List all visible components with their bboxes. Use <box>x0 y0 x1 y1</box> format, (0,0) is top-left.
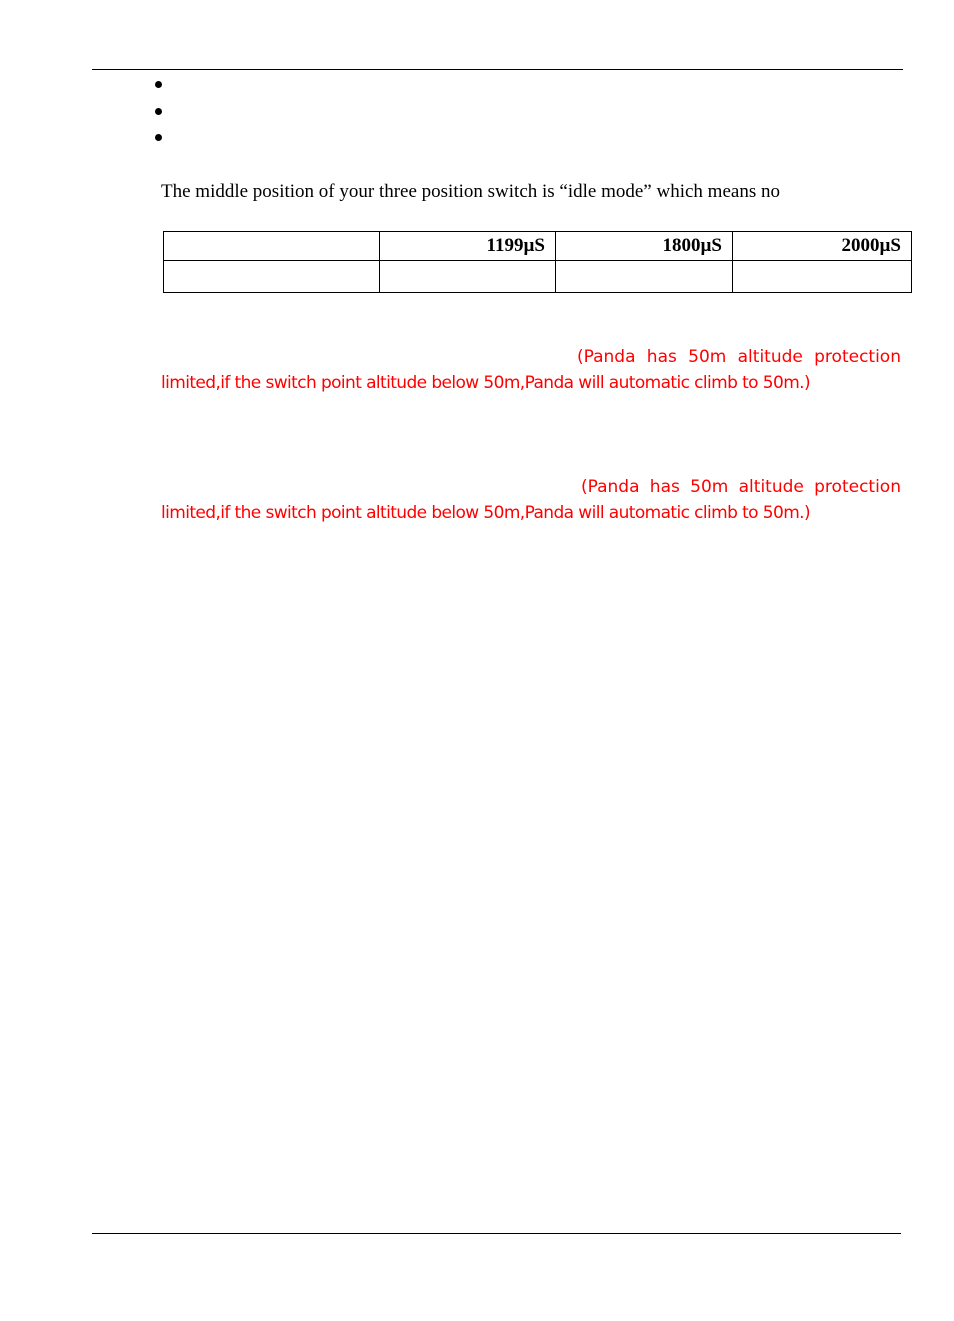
bullet-dot <box>155 134 162 141</box>
table-cell: 1199µS <box>380 232 556 261</box>
table-cell <box>164 261 380 293</box>
bullet-dot <box>155 81 162 88</box>
altitude-protection-note <box>161 344 901 396</box>
table-cell <box>380 261 556 293</box>
altitude-protection-note <box>161 474 901 526</box>
note-line: (Panda has 50m altitude protection <box>581 477 901 497</box>
table-row <box>164 261 912 293</box>
table-cell: 1800µS <box>556 232 733 261</box>
header-rule <box>92 69 903 70</box>
table-cell <box>164 232 380 261</box>
table-cell <box>733 261 912 293</box>
note-line: (Panda has 50m altitude protection <box>577 347 901 367</box>
note-line: limited,if the switch point altitude below 50m,Panda will automatic climb to 50m.) <box>161 503 810 523</box>
table-row <box>164 232 912 261</box>
table-cell: 2000µS <box>733 232 912 261</box>
bullet-dot <box>155 108 162 115</box>
switch-mode-paragraph: The middle position of your three position switch is “idle mode” which means no <box>161 181 780 202</box>
table-cell <box>556 261 733 293</box>
pulse-width-table <box>163 231 912 293</box>
footer-rule <box>92 1233 901 1234</box>
note-line: limited,if the switch point altitude below 50m,Panda will automatic climb to 50m.) <box>161 373 810 393</box>
